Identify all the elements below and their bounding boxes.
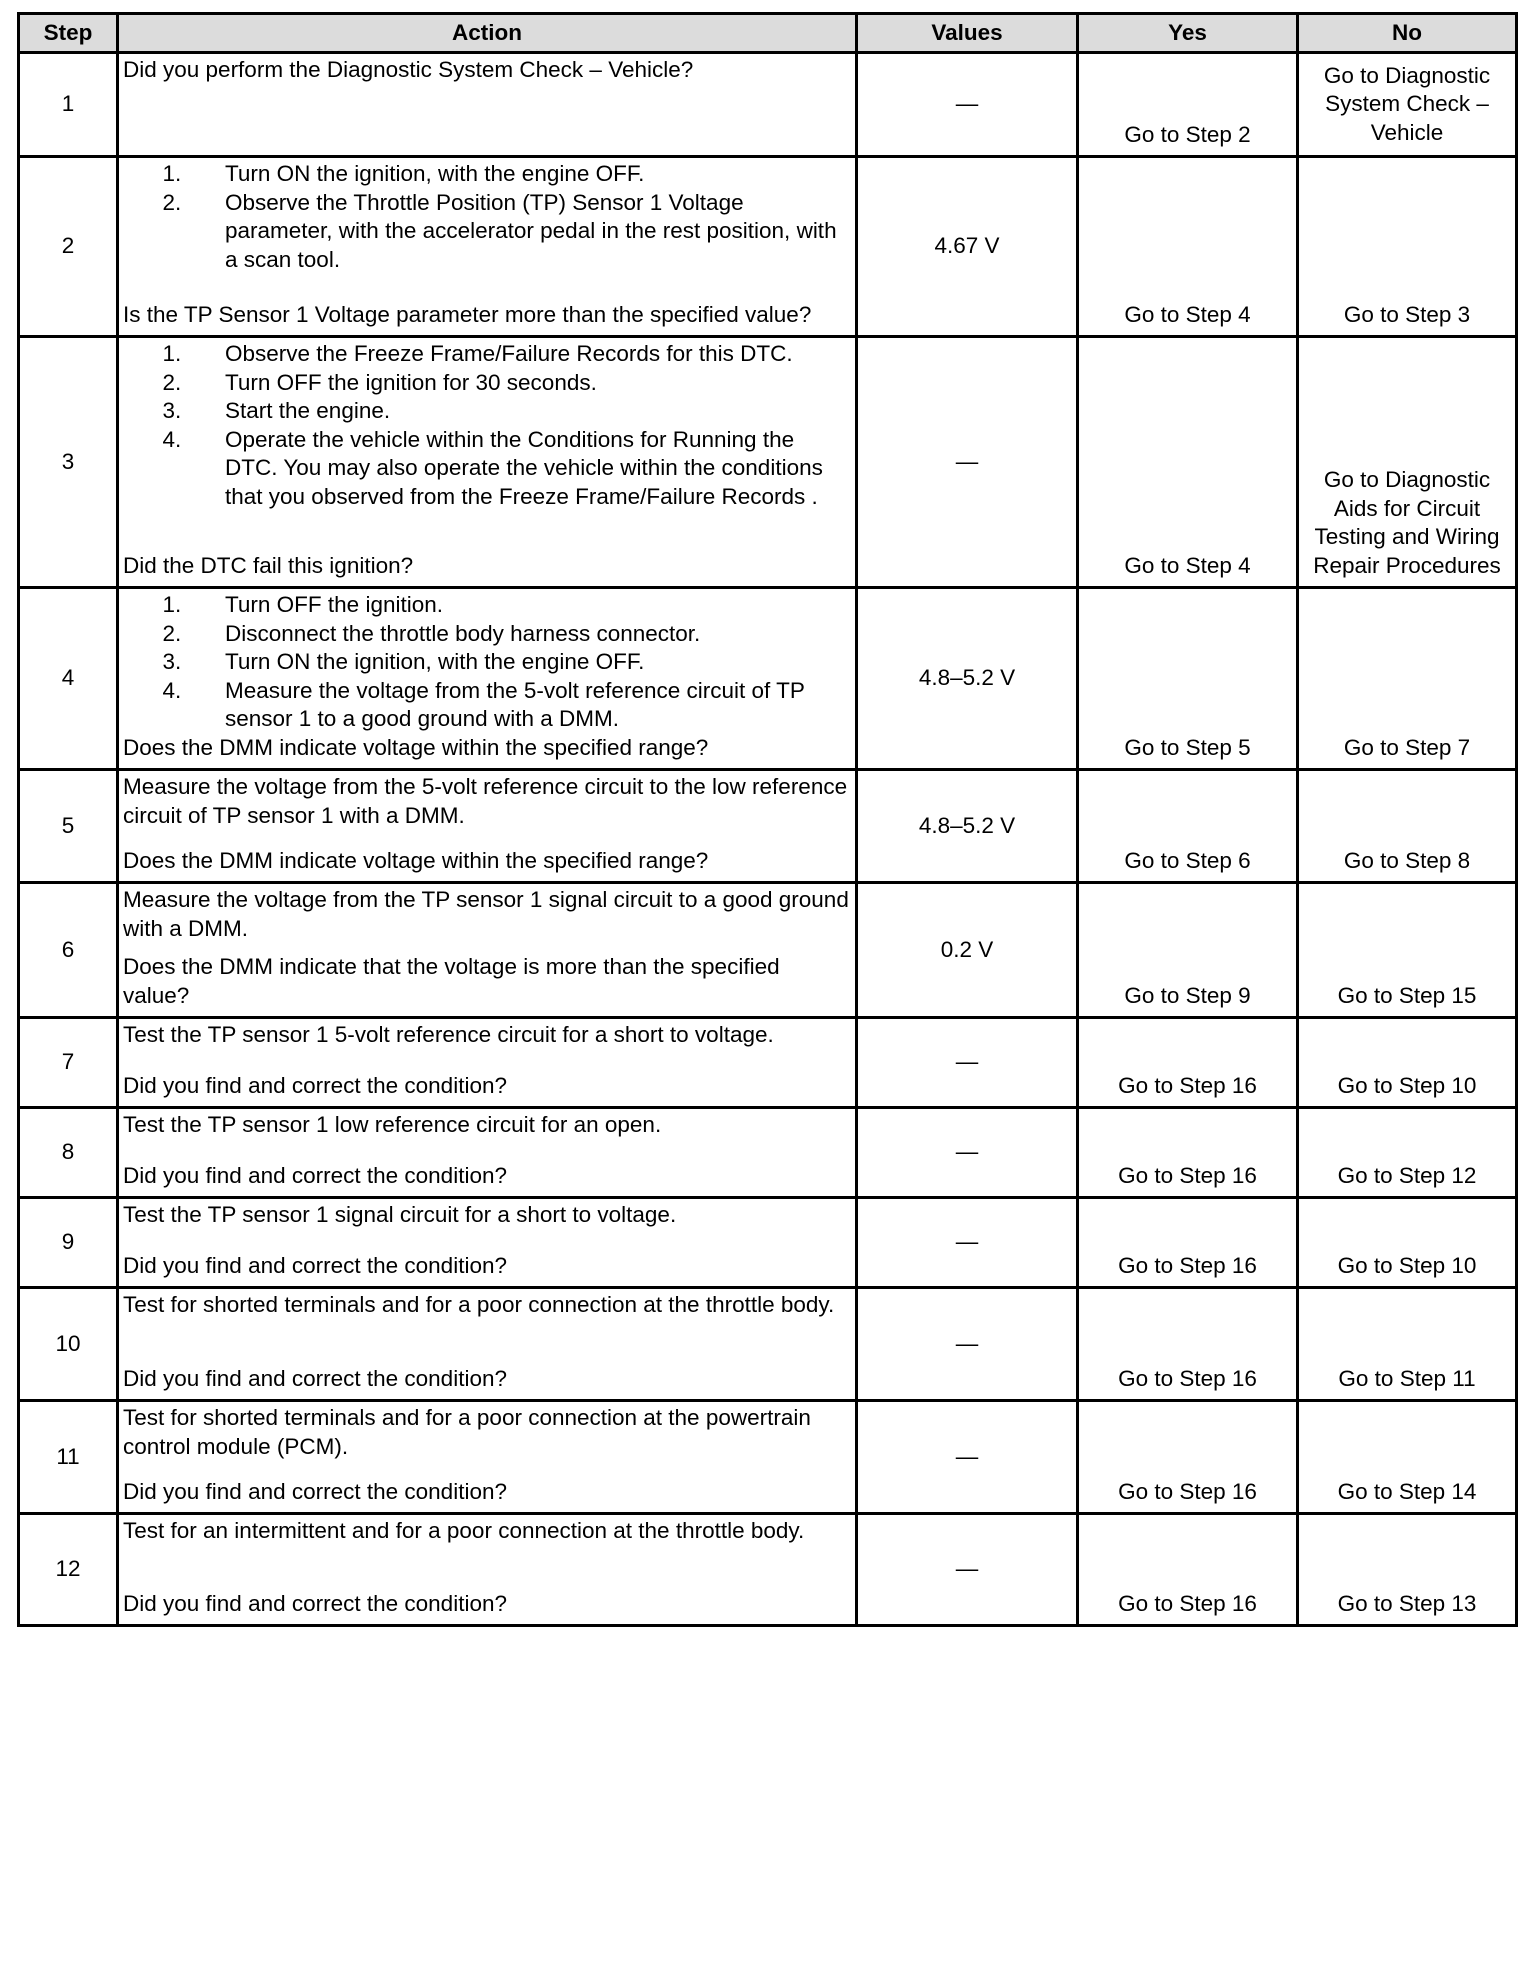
no-result: Go to Step 11 bbox=[1298, 1288, 1517, 1401]
diagnostic-table bbox=[17, 12, 1518, 1627]
action-question: Does the DMM indicate voltage within the specified range? bbox=[123, 734, 709, 760]
step-number: 7 bbox=[19, 1018, 118, 1108]
step-number: 11 bbox=[19, 1401, 118, 1514]
table-row bbox=[19, 157, 1517, 337]
action-text: Measure the voltage from the TP sensor 1 signal circuit to a good ground with a DMM. bbox=[123, 887, 849, 941]
header-row bbox=[19, 14, 1517, 53]
step-number: 6 bbox=[19, 883, 118, 1018]
header-yes: Yes bbox=[1078, 14, 1298, 53]
no-result: Go to Step 10 bbox=[1298, 1198, 1517, 1288]
action-top bbox=[123, 1201, 851, 1230]
action-text: Test for shorted terminals and for a poor connection at the throttle body. bbox=[123, 1292, 835, 1317]
action-question: Does the DMM indicate that the voltage is more than the specified value? bbox=[123, 954, 780, 1008]
yes-result: Go to Step 6 bbox=[1078, 770, 1298, 883]
no-result: Go to Step 13 bbox=[1298, 1514, 1517, 1626]
table-row bbox=[19, 770, 1517, 883]
action-cell bbox=[118, 588, 857, 770]
action-top bbox=[123, 1021, 851, 1050]
action-top bbox=[123, 773, 851, 830]
header-step: Step bbox=[19, 14, 118, 53]
action-question: Did you find and correct the condition? bbox=[123, 1365, 507, 1391]
action-top bbox=[123, 886, 851, 943]
action-content bbox=[123, 1517, 851, 1618]
action-cell bbox=[118, 1288, 857, 1401]
action-text: Did you perform the Diagnostic System Check – Vehicle? bbox=[123, 57, 694, 82]
action-question: Did the DTC fail this ignition? bbox=[123, 552, 414, 578]
value-cell: — bbox=[857, 337, 1078, 588]
value-cell: — bbox=[857, 1401, 1078, 1514]
yes-result: Go to Step 16 bbox=[1078, 1401, 1298, 1514]
action-top bbox=[123, 56, 851, 85]
value-cell: 4.8–5.2 V bbox=[857, 770, 1078, 883]
action-cell bbox=[118, 53, 857, 157]
table-row bbox=[19, 1108, 1517, 1198]
yes-result: Go to Step 5 bbox=[1078, 588, 1298, 770]
action-top bbox=[123, 1517, 851, 1546]
table-row bbox=[19, 1288, 1517, 1401]
yes-result: Go to Step 16 bbox=[1078, 1288, 1298, 1401]
value-cell: 4.8–5.2 V bbox=[857, 588, 1078, 770]
yes-result: Go to Step 16 bbox=[1078, 1108, 1298, 1198]
no-result: Go to Step 10 bbox=[1298, 1018, 1517, 1108]
table-row bbox=[19, 1514, 1517, 1626]
value-cell: 4.67 V bbox=[857, 157, 1078, 337]
header-values: Values bbox=[857, 14, 1078, 53]
action-cell bbox=[118, 157, 857, 337]
action-cell bbox=[118, 770, 857, 883]
value-cell: — bbox=[857, 1108, 1078, 1198]
step-number: 1 bbox=[19, 53, 118, 157]
action-step-item: 1. Turn ON the ignition, with the engine OFF. bbox=[225, 160, 851, 189]
value-cell: 0.2 V bbox=[857, 883, 1078, 1018]
action-cell bbox=[118, 1018, 857, 1108]
step-number: 8 bbox=[19, 1108, 118, 1198]
action-text: Test the TP sensor 1 5-volt reference circuit for a short to voltage. bbox=[123, 1022, 774, 1047]
step-number: 9 bbox=[19, 1198, 118, 1288]
action-steps-list bbox=[123, 160, 851, 274]
value-cell: — bbox=[857, 53, 1078, 157]
action-content bbox=[123, 773, 851, 875]
action-question: Did you find and correct the condition? bbox=[123, 1478, 507, 1504]
action-steps-list bbox=[123, 340, 851, 511]
table-row bbox=[19, 883, 1517, 1018]
action-cell bbox=[118, 1514, 857, 1626]
action-step-item: 1. Observe the Freeze Frame/Failure Records for this DTC. bbox=[225, 340, 851, 369]
action-step-item: 2. Observe the Throttle Position (TP) Sensor 1 Voltage parameter, with the accelerator pedal in the rest position, with a scan tool. bbox=[225, 189, 851, 275]
action-text: Test for shorted terminals and for a poor connection at the powertrain control module (PCM). bbox=[123, 1405, 811, 1459]
no-result: Go to Step 12 bbox=[1298, 1108, 1517, 1198]
step-number: 5 bbox=[19, 770, 118, 883]
yes-result: Go to Step 16 bbox=[1078, 1198, 1298, 1288]
action-content bbox=[123, 1291, 851, 1393]
table-row bbox=[19, 1018, 1517, 1108]
action-step-item: 2. Turn OFF the ignition for 30 seconds. bbox=[225, 369, 851, 398]
step-number: 3 bbox=[19, 337, 118, 588]
action-question: Did you find and correct the condition? bbox=[123, 1252, 507, 1278]
step-number: 12 bbox=[19, 1514, 118, 1626]
action-text: Test the TP sensor 1 signal circuit for a short to voltage. bbox=[123, 1202, 677, 1227]
header-no: No bbox=[1298, 14, 1517, 53]
table-row bbox=[19, 1198, 1517, 1288]
action-text: Test for an intermittent and for a poor connection at the throttle body. bbox=[123, 1518, 805, 1543]
value-cell: — bbox=[857, 1198, 1078, 1288]
action-question: Did you find and correct the condition? bbox=[123, 1162, 507, 1188]
action-cell bbox=[118, 1401, 857, 1514]
action-top bbox=[123, 1291, 851, 1320]
action-content bbox=[123, 591, 851, 762]
action-cell bbox=[118, 337, 857, 588]
table-row bbox=[19, 588, 1517, 770]
action-text: Measure the voltage from the 5-volt reference circuit to the low reference circuit of TP sensor 1 with a DMM. bbox=[123, 774, 848, 828]
value-cell: — bbox=[857, 1018, 1078, 1108]
diagnostic-table-sheet bbox=[17, 12, 1515, 1627]
action-step-item: 4. Operate the vehicle within the Conditions for Running the DTC. You may also operate the vehicle within the conditions that you observed from the Freeze Frame/Failure Records . bbox=[225, 426, 851, 512]
action-content bbox=[123, 1111, 851, 1190]
action-question: Does the DMM indicate voltage within the specified range? bbox=[123, 847, 709, 873]
action-top bbox=[123, 160, 851, 274]
yes-result: Go to Step 9 bbox=[1078, 883, 1298, 1018]
yes-result: Go to Step 2 bbox=[1078, 53, 1298, 157]
value-cell: — bbox=[857, 1514, 1078, 1626]
no-result: Go to Step 7 bbox=[1298, 588, 1517, 770]
action-top bbox=[123, 340, 851, 511]
step-number: 10 bbox=[19, 1288, 118, 1401]
yes-result: Go to Step 16 bbox=[1078, 1514, 1298, 1626]
action-question: Did you find and correct the condition? bbox=[123, 1590, 507, 1616]
action-content bbox=[123, 1404, 851, 1506]
no-result: Go to Step 3 bbox=[1298, 157, 1517, 337]
action-content bbox=[123, 886, 851, 1010]
table-row bbox=[19, 337, 1517, 588]
no-result: Go to Step 14 bbox=[1298, 1401, 1517, 1514]
action-steps-list bbox=[123, 591, 851, 734]
no-result: Go to Diagnostic Aids for Circuit Testing and Wiring Repair Procedures bbox=[1298, 337, 1517, 588]
action-cell bbox=[118, 883, 857, 1018]
action-step-item: 1. Turn OFF the ignition. bbox=[225, 591, 851, 620]
table-row bbox=[19, 53, 1517, 157]
yes-result: Go to Step 4 bbox=[1078, 157, 1298, 337]
no-result: Go to Step 8 bbox=[1298, 770, 1517, 883]
table-body bbox=[19, 53, 1517, 1626]
step-number: 4 bbox=[19, 588, 118, 770]
action-content bbox=[123, 1021, 851, 1100]
header-action: Action bbox=[118, 14, 857, 53]
action-top bbox=[123, 1404, 851, 1461]
action-step-item: 3. Turn ON the ignition, with the engine OFF. bbox=[225, 648, 851, 677]
action-step-item: 2. Disconnect the throttle body harness connector. bbox=[225, 620, 851, 649]
action-content bbox=[123, 160, 851, 329]
action-step-item: 3. Start the engine. bbox=[225, 397, 851, 426]
action-cell bbox=[118, 1198, 857, 1288]
action-step-item: 4. Measure the voltage from the 5-volt reference circuit of TP sensor 1 to a good ground with a DMM. bbox=[225, 677, 851, 734]
action-content bbox=[123, 340, 851, 580]
action-cell bbox=[118, 1108, 857, 1198]
action-top bbox=[123, 1111, 851, 1140]
no-result: Go to Step 15 bbox=[1298, 883, 1517, 1018]
value-cell: — bbox=[857, 1288, 1078, 1401]
action-question: Did you find and correct the condition? bbox=[123, 1072, 507, 1098]
no-result: Go to Diagnostic System Check – Vehicle bbox=[1298, 53, 1517, 157]
action-top bbox=[123, 591, 851, 734]
table-row bbox=[19, 1401, 1517, 1514]
step-number: 2 bbox=[19, 157, 118, 337]
action-content bbox=[123, 56, 851, 149]
yes-result: Go to Step 16 bbox=[1078, 1018, 1298, 1108]
action-content bbox=[123, 1201, 851, 1280]
action-text: Test the TP sensor 1 low reference circuit for an open. bbox=[123, 1112, 662, 1137]
yes-result: Go to Step 4 bbox=[1078, 337, 1298, 588]
action-question: Is the TP Sensor 1 Voltage parameter more than the specified value? bbox=[123, 301, 812, 327]
